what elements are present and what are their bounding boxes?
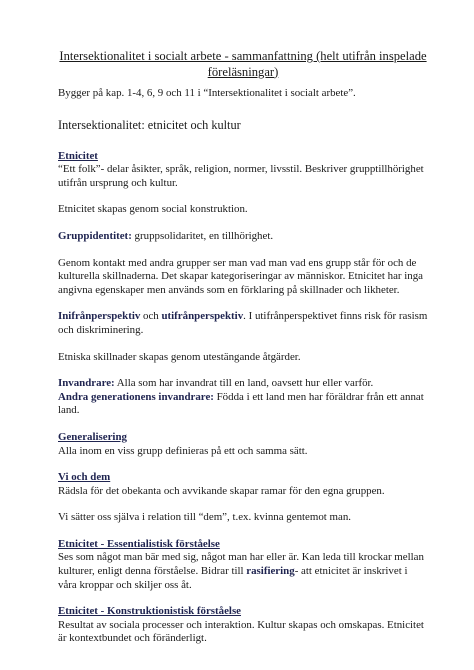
etnicitet-heading: [58, 150, 428, 164]
essentialistisk-text-after: - att etnicitet är inskrivet i våra kroppar och skiljer oss åt.: [58, 565, 408, 591]
essentialistisk-heading: [58, 538, 428, 552]
invandrare-term: Invandrare:: [58, 377, 115, 390]
konstruktionistisk-heading: [58, 605, 428, 619]
andra-generationen-term: Andra generationens invandrare:: [58, 390, 214, 403]
vi-och-dem-heading-text: Vi och dem: [58, 471, 111, 484]
gruppidentitet-term: Gruppidentitet:: [58, 229, 132, 242]
perspektiv-text: . I utifrånperspektivet finns risk för rasism och diskriminering.: [58, 310, 428, 336]
essentialistisk-heading-text: Etnicitet - Essentialistisk förståelse: [58, 537, 220, 550]
vi-och-dem-heading: [58, 471, 428, 485]
document-title: Intersektionalitet i socialt arbete - sammanfattning (helt utifrån inspelade föreläsningar): [59, 49, 427, 79]
gruppidentitet-text: gruppsolidaritet, en tillhörighet.: [131, 229, 274, 242]
generalisering-text: Alla inom en viss grupp definieras på ett och samma sätt.: [58, 444, 308, 457]
section-heading: Intersektionalitet: etnicitet och kultur: [58, 117, 241, 132]
andra-generationen-text: Födda i ett land men har föräldrar från ett annat land.: [58, 390, 424, 417]
gruppidentitet-paragraph: [58, 230, 428, 244]
invandrare-paragraph: [58, 377, 428, 391]
etniska-paragraph: Etniska skillnader skapas genom utestängande åtgärder.: [58, 350, 301, 363]
etnicitet-heading-text: Etnicitet: [58, 149, 98, 162]
andra-generationen-paragraph: [58, 391, 428, 418]
etnicitet-note: Etnicitet skapas genom social konstruktion.: [58, 203, 248, 216]
etnicitet-text: “Ett folk”- delar åsikter, språk, religion, normer, livsstil. Beskriver grupptillhörighet utifrån ursprung och kultur.: [58, 163, 424, 189]
inifran-term: Inifrånperspektiv: [58, 310, 141, 323]
vi-och-dem-text: Rädsla för det obekanta och avvikande skapar ramar för den egna gruppen.: [58, 484, 385, 497]
generalisering-heading-text: Generalisering: [58, 430, 127, 443]
rasifiering-term: rasifiering: [246, 565, 295, 578]
kontakt-paragraph: Genom kontakt med andra grupper ser man vad man vad ens grupp står för och de kulturella skillnaderna. Det skapar kategoriseringar av människor. Etnicitet har inga angivna egenskaper men används som en förklaring på skillnader och likheter.: [58, 256, 424, 296]
vi-och-dem-example: Vi sätter oss själva i relation till “dem”, t.ex. kvinna gentemot man.: [58, 511, 352, 524]
essentialistisk-text: [58, 551, 428, 592]
utifran-term: utifrånperspektiv: [161, 310, 244, 323]
perspektiv-connector: och: [140, 310, 162, 323]
invandrare-text: Alla som har invandrat till en land, oavsett hur eller varför.: [114, 377, 374, 390]
generalisering-heading: [58, 431, 428, 445]
perspektiv-paragraph: [58, 310, 428, 337]
konstruktionistisk-heading-text: Etnicitet - Konstruktionistisk förståelse: [58, 605, 242, 618]
konstruktionistisk-text: Resultat av sociala processer och interaktion. Kultur skapas och omskapas. Etnicitet är kontextbundet och föränderligt.: [58, 618, 424, 645]
intro-text: Bygger på kap. 1-4, 6, 9 och 11 i “Intersektionalitet i socialt arbete”.: [58, 87, 356, 99]
essentialistisk-text-before: Ses som något man bär med sig, något man har eller är. Kan leda till krockar mellan kulturer, enligt denna förståelse. Bidrar till: [58, 551, 424, 578]
